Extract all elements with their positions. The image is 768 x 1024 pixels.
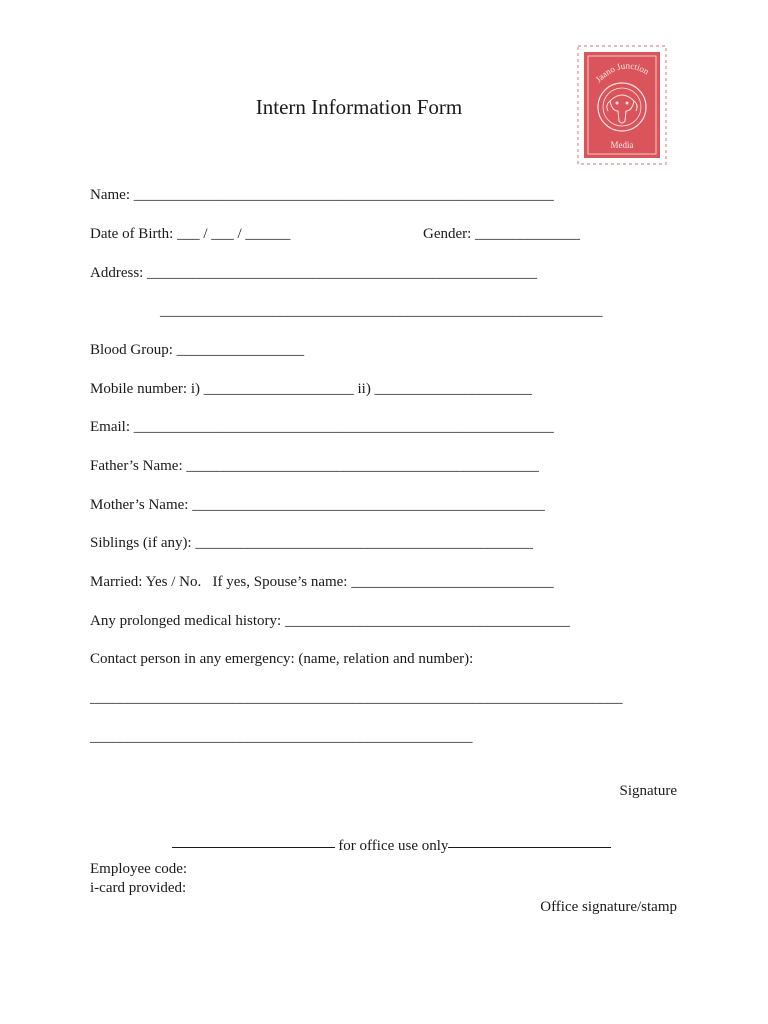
address-field[interactable]: Address: ____________________________________________________ [90, 265, 538, 281]
medical-history-field[interactable]: Any prolonged medical history: ______________________________________ [90, 613, 570, 629]
dob-field[interactable]: Date of Birth: ___ / ___ / ______ [90, 226, 291, 242]
siblings-field[interactable]: Siblings (if any): _____________________________________________ [90, 535, 533, 551]
divider-line-left [172, 847, 335, 848]
married-field[interactable]: Married: Yes / No. If yes, Spouse’s name: ___________________________ [90, 574, 554, 590]
mothers-name-field[interactable]: Mother’s Name: _______________________________________________ [90, 497, 545, 513]
office-signature-label: Office signature/stamp [540, 899, 677, 915]
company-stamp [577, 45, 667, 165]
icard-provided-label: i-card provided: [90, 880, 187, 896]
emergency-contact-line-2[interactable]: ___________________________________________________ [90, 729, 473, 745]
stamp-bottom-text: Media [610, 140, 634, 150]
fathers-name-field[interactable]: Father’s Name: _______________________________________________ [90, 458, 539, 474]
form-title: Intern Information Form [255, 95, 463, 119]
email-field[interactable]: Email: ________________________________________________________ [90, 419, 554, 435]
name-field[interactable]: Name: ________________________________________________________ [90, 187, 554, 203]
mobile-number-field[interactable]: Mobile number: i) ____________________ ii) _____________________ [90, 381, 533, 397]
emergency-contact-label: Contact person in any emergency: (name, relation and number): [90, 651, 474, 667]
address-line-2[interactable]: ___________________________________________________________ [160, 303, 603, 319]
stamp-top-text: Jaano Junction [593, 60, 651, 85]
employee-code-label: Employee code: [90, 861, 188, 877]
signature-label: Signature [619, 783, 677, 799]
emergency-contact-line-1[interactable]: _______________________________________________________________________ [90, 690, 623, 706]
blood-group-field[interactable]: Blood Group: _________________ [90, 342, 305, 358]
office-use-label: for office use only [334, 838, 449, 854]
gender-field[interactable]: Gender: ______________ [423, 226, 581, 242]
stamp-graphic [577, 45, 667, 165]
divider-line-right [448, 847, 611, 848]
